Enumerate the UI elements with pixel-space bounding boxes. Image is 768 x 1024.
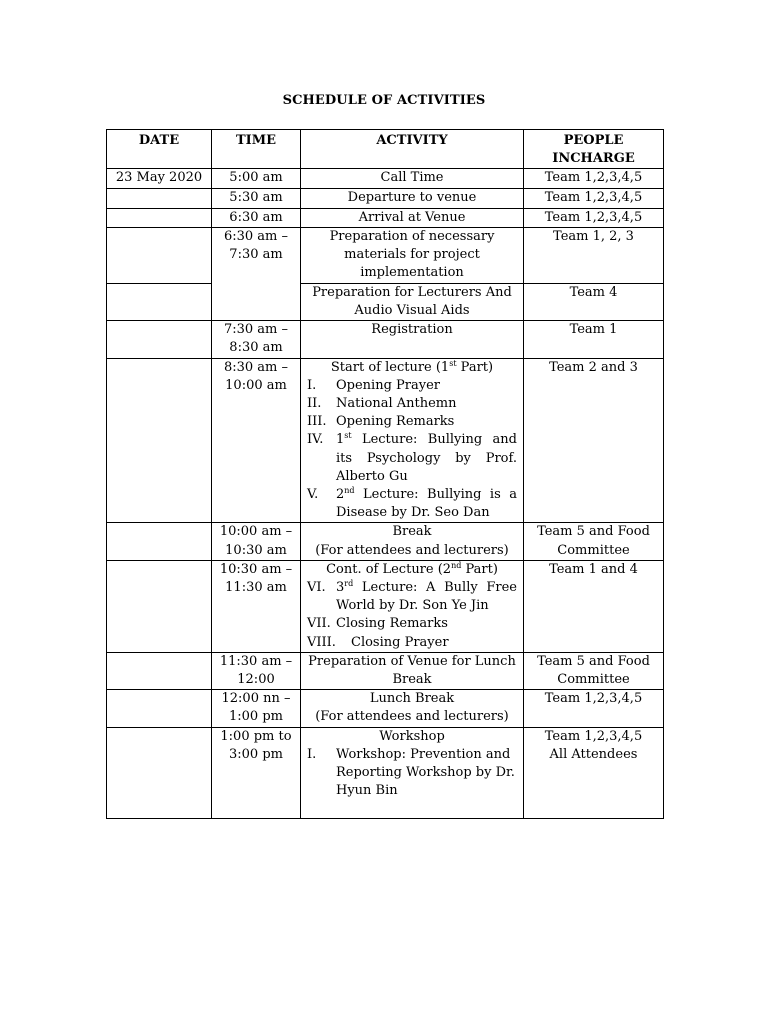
time-cell: 5:00 am bbox=[212, 169, 301, 189]
date-cell bbox=[107, 208, 212, 227]
people-cell: Team 1, 2, 3 bbox=[524, 227, 664, 283]
table-row bbox=[107, 523, 664, 560]
table-row bbox=[107, 690, 664, 727]
people-cell: Team 1,2,3,4,5 bbox=[524, 189, 664, 208]
time-cell: 8:30 am – 10:00 am bbox=[212, 358, 301, 523]
agenda-item: I. Workshop: Prevention and Reporting Workshop by Dr. Hyun Bin bbox=[307, 746, 515, 799]
agenda-list bbox=[307, 377, 517, 523]
date-cell bbox=[107, 321, 212, 358]
date-cell bbox=[107, 358, 212, 523]
time-cell: 10:00 am – 10:30 am bbox=[212, 523, 301, 560]
date-cell bbox=[107, 652, 212, 689]
people-cell: Team 2 and 3 bbox=[524, 358, 664, 523]
agenda-item: VI. 3rd Lecture: A Bully Free World by Dr. Son Ye Jin bbox=[307, 579, 517, 614]
date-cell bbox=[107, 727, 212, 818]
time-cell: 11:30 am – 12:00 bbox=[212, 652, 301, 689]
header-time: TIME bbox=[212, 130, 301, 169]
agenda-list bbox=[307, 746, 517, 801]
activity-heading: Cont. of Lecture (2nd Part) bbox=[326, 560, 498, 577]
activity-cell: Preparation for Lecturers And Audio Visual Aids bbox=[301, 283, 524, 320]
date-cell bbox=[107, 560, 212, 652]
table-row bbox=[107, 189, 664, 208]
document-title: SCHEDULE OF ACTIVITIES bbox=[282, 93, 486, 108]
table-row bbox=[107, 208, 664, 227]
people-cell: Team 5 and Food Committee bbox=[524, 652, 664, 689]
time-cell: 12:00 nn – 1:00 pm bbox=[212, 690, 301, 727]
activity-cell: Call Time bbox=[301, 169, 524, 189]
header-people: PEOPLE INCHARGE bbox=[524, 130, 664, 169]
agenda-item: V. 2nd Lecture: Bullying is a Disease by Dr. Seo Dan bbox=[307, 486, 517, 521]
people-cell: Team 4 bbox=[524, 283, 664, 320]
time-cell: 7:30 am – 8:30 am bbox=[212, 321, 301, 358]
date-cell bbox=[107, 523, 212, 560]
agenda-item: III. Opening Remarks bbox=[307, 414, 455, 430]
people-cell: Team 1,2,3,4,5 All Attendees bbox=[524, 727, 664, 818]
date-cell: 23 May 2020 bbox=[107, 169, 212, 189]
agenda-item: VIII. Closing Prayer bbox=[307, 634, 449, 650]
agenda-item: IV. 1st Lecture: Bullying and its Psychology by Prof. Alberto Gu bbox=[307, 431, 517, 484]
activity-cell bbox=[301, 727, 524, 818]
time-cell: 6:30 am bbox=[212, 208, 301, 227]
people-cell: Team 5 and Food Committee bbox=[524, 523, 664, 560]
time-cell: 1:00 pm to 3:00 pm bbox=[212, 727, 301, 818]
table-row bbox=[107, 727, 664, 818]
table-row bbox=[107, 652, 664, 689]
activity-cell: Arrival at Venue bbox=[301, 208, 524, 227]
agenda-item: I. Opening Prayer bbox=[307, 377, 440, 393]
table-row bbox=[107, 227, 664, 283]
activity-heading: Workshop bbox=[379, 728, 445, 744]
activity-cell: Break (For attendees and lecturers) bbox=[301, 523, 524, 560]
header-date: DATE bbox=[107, 130, 212, 169]
date-cell bbox=[107, 690, 212, 727]
people-cell: Team 1 bbox=[524, 321, 664, 358]
activity-cell bbox=[301, 358, 524, 523]
people-cell: Team 1,2,3,4,5 bbox=[524, 690, 664, 727]
agenda-item: II. National Anthemn bbox=[307, 396, 457, 412]
activity-cell: Preparation of necessary materials for project implementation bbox=[301, 227, 524, 283]
time-cell: 6:30 am – 7:30 am bbox=[212, 227, 301, 320]
people-cell: Team 1,2,3,4,5 bbox=[524, 169, 664, 189]
people-cell: Team 1,2,3,4,5 bbox=[524, 208, 664, 227]
header-activity: ACTIVITY bbox=[301, 130, 524, 169]
table-row bbox=[107, 321, 664, 358]
activity-cell: Preparation of Venue for Lunch Break bbox=[301, 652, 524, 689]
schedule-table bbox=[106, 129, 664, 819]
table-row bbox=[107, 283, 664, 320]
table-row bbox=[107, 560, 664, 652]
agenda-list bbox=[307, 579, 517, 652]
activity-heading: Start of lecture (1st Part) bbox=[330, 358, 494, 375]
activity-cell: Registration bbox=[301, 321, 524, 358]
activity-cell bbox=[301, 560, 524, 652]
time-cell: 5:30 am bbox=[212, 189, 301, 208]
activity-cell: Departure to venue bbox=[301, 189, 524, 208]
date-cell bbox=[107, 227, 212, 283]
table-header-row bbox=[107, 130, 664, 169]
time-cell: 10:30 am – 11:30 am bbox=[212, 560, 301, 652]
activity-cell: Lunch Break (For attendees and lecturers) bbox=[301, 690, 524, 727]
agenda-item: VII. Closing Remarks bbox=[307, 616, 448, 632]
table-row bbox=[107, 358, 664, 523]
people-cell: Team 1 and 4 bbox=[524, 560, 664, 652]
date-cell bbox=[107, 283, 212, 320]
date-cell bbox=[107, 189, 212, 208]
table-row bbox=[107, 169, 664, 189]
